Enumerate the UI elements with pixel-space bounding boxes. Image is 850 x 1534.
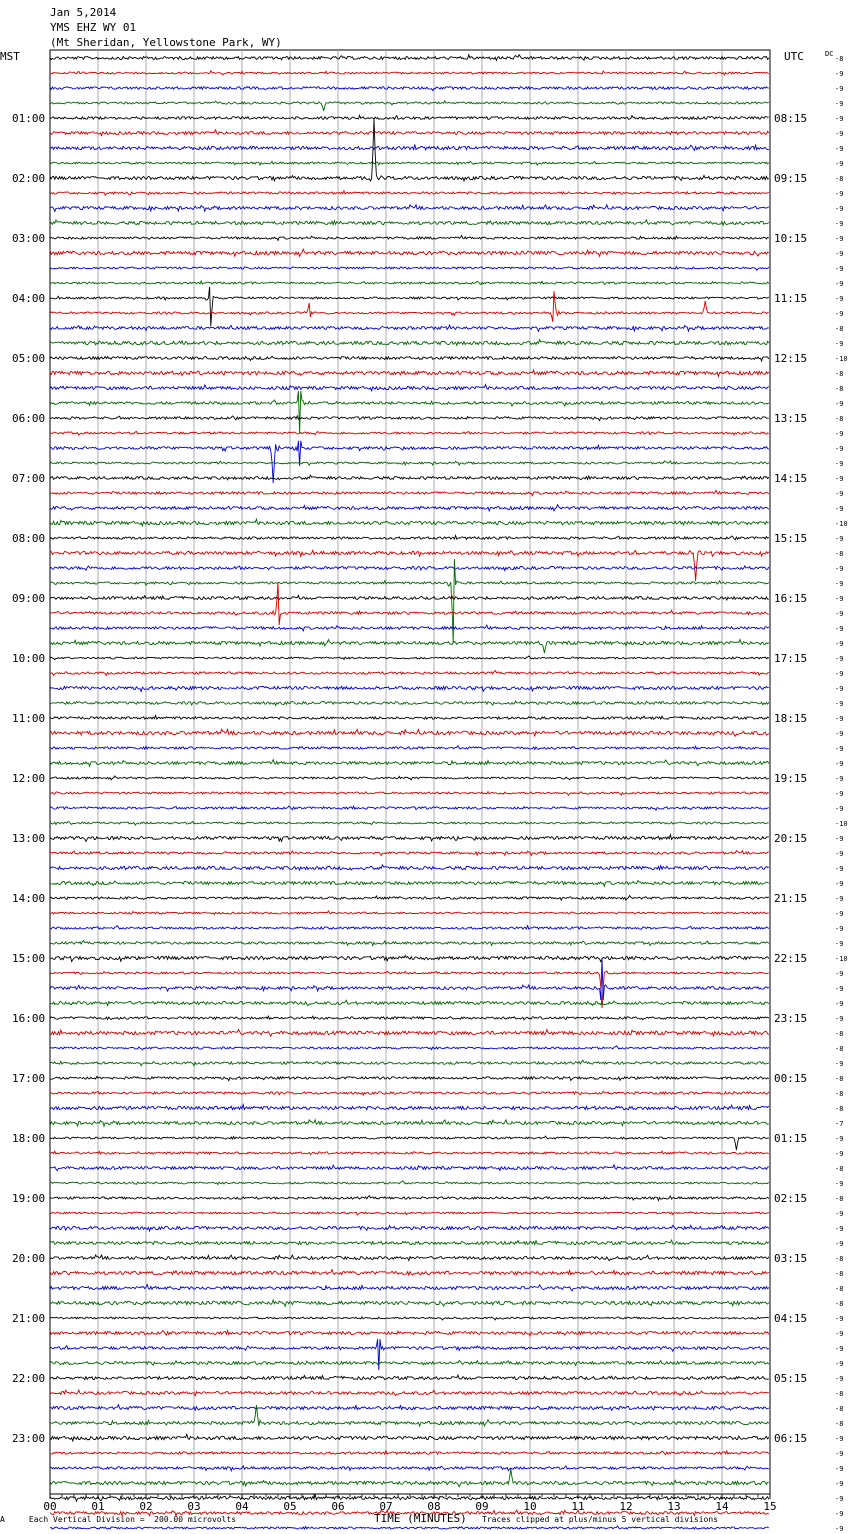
left-hour-label: 19:00 bbox=[12, 1192, 46, 1205]
left-hour-label: 17:00 bbox=[12, 1072, 46, 1085]
trace-line bbox=[50, 1016, 769, 1020]
dc-offset-label: -9 bbox=[835, 1210, 844, 1218]
left-zone-label: MST bbox=[0, 50, 20, 63]
dc-offset-label: -9 bbox=[835, 295, 844, 303]
x-tick-label: 14 bbox=[715, 1500, 729, 1513]
dc-offset-label: -9 bbox=[835, 445, 844, 453]
dc-offset-label: -9 bbox=[835, 850, 844, 858]
right-hour-label: 03:15 bbox=[774, 1252, 808, 1265]
dc-offset-label: -9 bbox=[835, 730, 844, 738]
right-hour-label: 14:15 bbox=[774, 472, 808, 485]
dc-offset-label: -9 bbox=[835, 235, 844, 243]
left-hour-label: 18:00 bbox=[12, 1132, 46, 1145]
dc-offset-label: -9 bbox=[835, 985, 844, 993]
trace-line bbox=[50, 205, 769, 212]
scale-text: Each Vertical Division = 200.00 microvolts bbox=[28, 1515, 237, 1524]
trace-line bbox=[50, 1451, 769, 1455]
left-hour-label: 15:00 bbox=[12, 952, 46, 965]
left-hour-label: 05:00 bbox=[12, 352, 46, 365]
dc-offset-label: -8 bbox=[835, 1105, 844, 1113]
trace-line bbox=[50, 461, 769, 465]
grid bbox=[50, 50, 770, 1494]
dc-offset-label: -9 bbox=[835, 1375, 844, 1383]
right-hour-label: 06:15 bbox=[774, 1432, 808, 1445]
trace-line bbox=[50, 550, 769, 581]
dc-offset-label: -10 bbox=[835, 955, 848, 963]
trace-line bbox=[50, 881, 769, 887]
trace-line bbox=[50, 1181, 769, 1185]
trace-line bbox=[50, 1091, 769, 1095]
trace-line bbox=[50, 1361, 769, 1366]
trace-line bbox=[50, 1165, 769, 1171]
trace-line bbox=[50, 1331, 769, 1337]
trace-line bbox=[50, 835, 769, 842]
dc-offset-label: -9 bbox=[835, 775, 844, 783]
left-hour-label: 08:00 bbox=[12, 532, 46, 545]
dc-offset-label: -9 bbox=[835, 190, 844, 198]
right-hour-label: 21:15 bbox=[774, 892, 808, 905]
dc-offset-label: -9 bbox=[835, 1495, 844, 1503]
dc-offset-label: -9 bbox=[835, 265, 844, 273]
left-hour-label: 04:00 bbox=[12, 292, 46, 305]
trace-line bbox=[50, 1300, 769, 1306]
left-hour-label: 21:00 bbox=[12, 1312, 46, 1325]
trace-line bbox=[50, 191, 769, 196]
dc-offset-label: -9 bbox=[835, 670, 844, 678]
dc-offset-label: -9 bbox=[835, 1180, 844, 1188]
left-hour-label: 20:00 bbox=[12, 1252, 46, 1265]
right-hour-label: 12:15 bbox=[774, 352, 808, 365]
dc-offset-label: -9 bbox=[835, 1510, 844, 1518]
trace-line bbox=[50, 701, 769, 706]
trace-line bbox=[50, 1076, 769, 1080]
dc-offset-label: -8 bbox=[835, 550, 844, 558]
trace-line bbox=[50, 686, 769, 691]
dc-offset-label: -9 bbox=[835, 70, 844, 78]
trace-line bbox=[50, 370, 769, 376]
trace-line bbox=[50, 1339, 769, 1370]
trace-line bbox=[50, 249, 769, 256]
dc-offset-label: -10 bbox=[835, 355, 848, 363]
dc-offset-label: -8 bbox=[835, 55, 844, 63]
trace-line bbox=[50, 958, 769, 1000]
dc-offset-label: -9 bbox=[835, 640, 844, 648]
x-axis-label: TIME (MINUTES) bbox=[374, 1512, 467, 1525]
right-hour-label: 13:15 bbox=[774, 412, 808, 425]
trace-line bbox=[50, 1390, 769, 1396]
date-label: Jan 5,2014 bbox=[50, 6, 117, 19]
trace-line bbox=[50, 340, 769, 346]
trace-line bbox=[50, 806, 769, 810]
x-tick-label: 02 bbox=[139, 1500, 153, 1513]
trace-line bbox=[50, 490, 769, 495]
dc-offset-label: -8 bbox=[835, 1195, 844, 1203]
scale-note bbox=[0, 1515, 236, 1524]
x-tick-label: 12 bbox=[619, 1500, 633, 1513]
trace-line bbox=[50, 716, 769, 720]
dc-offset-label: -9 bbox=[835, 790, 844, 798]
trace-line bbox=[50, 505, 769, 511]
trace-line bbox=[50, 1196, 769, 1201]
right-zone-label: UTC bbox=[784, 50, 804, 63]
dc-offset-label: -9 bbox=[835, 1465, 844, 1473]
trace-line bbox=[50, 1060, 769, 1066]
dc-offset-label: -8 bbox=[835, 370, 844, 378]
trace-line bbox=[50, 625, 769, 631]
dc-offset-label: -9 bbox=[835, 1060, 844, 1068]
dc-offset-label: -8 bbox=[835, 1045, 844, 1053]
trace-line bbox=[50, 536, 769, 540]
trace-line bbox=[50, 566, 769, 571]
trace-line bbox=[50, 926, 769, 930]
trace-line bbox=[50, 87, 769, 91]
dc-offset-label: -9 bbox=[835, 475, 844, 483]
trace-line bbox=[50, 1120, 769, 1127]
x-tick-label: 06 bbox=[331, 1500, 345, 1513]
right-hour-label: 17:15 bbox=[774, 652, 808, 665]
trace-line bbox=[50, 55, 769, 61]
right-hour-label: 00:15 bbox=[774, 1072, 808, 1085]
dc-offset-label: -9 bbox=[835, 1135, 844, 1143]
dc-offset-label: -9 bbox=[835, 310, 844, 318]
trace-line bbox=[50, 325, 769, 331]
trace-line bbox=[50, 1046, 769, 1050]
dc-offset-label: -9 bbox=[835, 250, 844, 258]
dc-offset-label: -9 bbox=[835, 280, 844, 288]
dc-offset-label: -9 bbox=[835, 1345, 844, 1353]
right-hour-label: 15:15 bbox=[774, 532, 808, 545]
x-tick-label: 03 bbox=[187, 1500, 201, 1513]
dc-offset-label: -8 bbox=[835, 1405, 844, 1413]
x-tick-label: 13 bbox=[667, 1500, 681, 1513]
right-hour-label: 08:15 bbox=[774, 112, 808, 125]
dc-offset-label: -9 bbox=[835, 700, 844, 708]
dc-offset-label: -9 bbox=[835, 1330, 844, 1338]
dc-offset-label: -9 bbox=[835, 1525, 844, 1533]
left-hour-label: 03:00 bbox=[12, 232, 46, 245]
station-label: YMS EHZ WY 01 bbox=[50, 21, 137, 34]
dc-offset-label: -9 bbox=[835, 865, 844, 873]
dc-offset-label: -9 bbox=[835, 970, 844, 978]
dc-offset-label: -9 bbox=[835, 1240, 844, 1248]
dc-offset-label: -9 bbox=[835, 1315, 844, 1323]
trace-line bbox=[50, 1030, 769, 1037]
trace-line bbox=[50, 441, 769, 483]
dc-offset-label: -9 bbox=[835, 400, 844, 408]
left-hour-label: 11:00 bbox=[12, 712, 46, 725]
dc-offset-label: -9 bbox=[835, 1000, 844, 1008]
dc-offset-label: -9 bbox=[835, 145, 844, 153]
trace-line bbox=[50, 595, 769, 600]
dc-offset-label: -9 bbox=[835, 715, 844, 723]
trace-line bbox=[50, 746, 769, 750]
trace-line bbox=[50, 821, 769, 825]
left-hour-label: 09:00 bbox=[12, 592, 46, 605]
dc-offset-label: -8 bbox=[835, 385, 844, 393]
trace-line bbox=[50, 896, 769, 901]
trace-line bbox=[50, 1000, 769, 1006]
dc-offset-label: -9 bbox=[835, 565, 844, 573]
x-tick-label: 09 bbox=[475, 1500, 489, 1513]
trace-line bbox=[50, 385, 769, 391]
right-hour-label: 20:15 bbox=[774, 832, 808, 845]
trace-line bbox=[50, 1151, 769, 1154]
x-tick-label: 07 bbox=[379, 1500, 393, 1513]
dc-offset-label: -8 bbox=[835, 1075, 844, 1083]
clip-note: Traces clipped at plus/minus 5 vertical divisions bbox=[482, 1515, 719, 1524]
x-tick-label: 08 bbox=[427, 1500, 441, 1513]
dc-offset-label: -8 bbox=[835, 1090, 844, 1098]
traces bbox=[50, 55, 769, 1534]
dc-offset-label: -9 bbox=[835, 805, 844, 813]
trace-line bbox=[50, 1285, 769, 1291]
left-hour-label: 10:00 bbox=[12, 652, 46, 665]
left-hour-label: 13:00 bbox=[12, 832, 46, 845]
dc-offset-label: -8 bbox=[835, 1165, 844, 1173]
trace-line bbox=[50, 1105, 769, 1110]
right-hour-label: 05:15 bbox=[774, 1372, 808, 1385]
trace-line bbox=[50, 940, 769, 945]
dc-offset-label: -8 bbox=[835, 1285, 844, 1293]
trace-line bbox=[50, 559, 769, 643]
dc-offset-label: -9 bbox=[835, 340, 844, 348]
trace-line bbox=[50, 760, 769, 767]
trace-line bbox=[50, 1225, 769, 1231]
dc-offset-label: -9 bbox=[835, 685, 844, 693]
left-hour-label: 01:00 bbox=[12, 112, 46, 125]
trace-line bbox=[50, 1136, 769, 1150]
trace-line bbox=[50, 1526, 769, 1529]
trace-line bbox=[50, 1466, 769, 1471]
dc-offset-label: -8 bbox=[835, 1030, 844, 1038]
scale-mark: A bbox=[0, 1515, 5, 1524]
trace-line bbox=[50, 671, 769, 676]
trace-line bbox=[50, 1405, 769, 1411]
dc-offset-label: -9 bbox=[835, 1450, 844, 1458]
plot-frame bbox=[50, 50, 770, 1494]
dc-offset-label: -9 bbox=[835, 1150, 844, 1158]
dc-offset-label: -7 bbox=[835, 1120, 844, 1128]
dc-offset-label: -9 bbox=[835, 460, 844, 468]
dc-offset-label: -8 bbox=[835, 325, 844, 333]
trace-line bbox=[50, 1212, 769, 1215]
trace-line bbox=[50, 356, 769, 361]
dc-offset-label: -9 bbox=[835, 595, 844, 603]
trace-line bbox=[50, 220, 769, 225]
dc-offset-label: -9 bbox=[835, 655, 844, 663]
dc-offset-label: -9 bbox=[835, 610, 844, 618]
dc-offset-label: -9 bbox=[835, 130, 844, 138]
left-hour-label: 07:00 bbox=[12, 472, 46, 485]
dc-offset-label: -9 bbox=[835, 1360, 844, 1368]
trace-line bbox=[50, 145, 769, 151]
dc-offset-label: -9 bbox=[835, 1480, 844, 1488]
left-hour-label: 16:00 bbox=[12, 1012, 46, 1025]
right-hour-label: 01:15 bbox=[774, 1132, 808, 1145]
trace-line bbox=[50, 851, 769, 856]
trace-line bbox=[50, 1255, 769, 1261]
right-hour-label: 10:15 bbox=[774, 232, 808, 245]
dc-offset-label: -9 bbox=[835, 910, 844, 918]
trace-line bbox=[50, 911, 769, 915]
trace-line bbox=[50, 1317, 769, 1320]
trace-line bbox=[50, 865, 769, 870]
x-tick-label: 10 bbox=[523, 1500, 537, 1513]
dc-offset-label: -9 bbox=[835, 430, 844, 438]
trace-line bbox=[50, 1405, 769, 1426]
dc-offset-labels bbox=[835, 55, 848, 1534]
dc-offset-label: -9 bbox=[835, 895, 844, 903]
trace-line bbox=[50, 1240, 769, 1245]
trace-line bbox=[50, 1270, 769, 1276]
right-hour-label: 22:15 bbox=[774, 952, 808, 965]
dc-offset-label: -9 bbox=[835, 490, 844, 498]
right-hour-label: 16:15 bbox=[774, 592, 808, 605]
dc-offset-label: -9 bbox=[835, 505, 844, 513]
trace-line bbox=[50, 115, 769, 119]
dc-offset-label: -9 bbox=[835, 745, 844, 753]
right-hour-label: 18:15 bbox=[774, 712, 808, 725]
trace-line bbox=[50, 583, 769, 625]
dc-offset-label: -9 bbox=[835, 835, 844, 843]
trace-line bbox=[50, 1469, 769, 1487]
dc-offset-label: -9 bbox=[835, 580, 844, 588]
dc-offset-label: -9 bbox=[835, 85, 844, 93]
dc-offset-label: -9 bbox=[835, 160, 844, 168]
trace-line bbox=[50, 291, 769, 322]
x-tick-label: 15 bbox=[763, 1500, 777, 1513]
right-hour-label: 02:15 bbox=[774, 1192, 808, 1205]
trace-line bbox=[50, 640, 769, 654]
trace-line bbox=[50, 391, 769, 433]
dc-offset-label: -10 bbox=[835, 520, 848, 528]
right-hour-label: 11:15 bbox=[774, 292, 808, 305]
dc-offset-label: -9 bbox=[835, 220, 844, 228]
location-label: (Mt Sheridan, Yellowstone Park, WY) bbox=[50, 36, 282, 49]
x-tick-label: 04 bbox=[235, 1500, 249, 1513]
x-tick-label: 05 bbox=[283, 1500, 297, 1513]
dc-offset-label: -10 bbox=[835, 820, 848, 828]
trace-line bbox=[50, 101, 769, 111]
dc-offset-label: -8 bbox=[835, 1420, 844, 1428]
dc-offset-label: -9 bbox=[835, 760, 844, 768]
dc-offset-label: -9 bbox=[835, 625, 844, 633]
right-hour-label: 19:15 bbox=[774, 772, 808, 785]
x-tick-label: 11 bbox=[571, 1500, 585, 1513]
left-hour-label: 23:00 bbox=[12, 1432, 46, 1445]
left-hour-label: 02:00 bbox=[12, 172, 46, 185]
trace-line bbox=[50, 71, 769, 75]
trace-line bbox=[50, 267, 769, 271]
trace-line bbox=[50, 281, 769, 285]
x-tick-label: 01 bbox=[91, 1500, 105, 1513]
dc-offset-label: -9 bbox=[835, 100, 844, 108]
dc-offset-label: -8 bbox=[835, 175, 844, 183]
trace-line bbox=[50, 130, 769, 136]
dc-offset-label: -9 bbox=[835, 1225, 844, 1233]
dc-offset-label: -9 bbox=[835, 1015, 844, 1023]
trace-line bbox=[50, 1434, 769, 1441]
trace-line bbox=[50, 287, 769, 326]
dc-label: DC bbox=[825, 50, 834, 58]
trace-line bbox=[50, 161, 769, 165]
dc-offset-label: -9 bbox=[835, 205, 844, 213]
left-hour-label: 06:00 bbox=[12, 412, 46, 425]
dc-offset-label: -8 bbox=[835, 1390, 844, 1398]
right-hour-label: 09:15 bbox=[774, 172, 808, 185]
trace-line bbox=[50, 792, 769, 796]
trace-line bbox=[50, 519, 769, 526]
dc-offset-label: -9 bbox=[835, 115, 844, 123]
right-hour-label: 04:15 bbox=[774, 1312, 808, 1325]
trace-line bbox=[50, 656, 769, 660]
trace-line bbox=[50, 475, 769, 480]
dc-offset-label: -9 bbox=[835, 940, 844, 948]
left-hour-label: 12:00 bbox=[12, 772, 46, 785]
dc-offset-label: -8 bbox=[835, 1270, 844, 1278]
trace-line bbox=[50, 956, 769, 962]
right-hour-label: 23:15 bbox=[774, 1012, 808, 1025]
trace-line bbox=[50, 236, 769, 241]
dc-offset-label: -9 bbox=[835, 880, 844, 888]
dc-offset-label: -8 bbox=[835, 415, 844, 423]
dc-offset-label: -9 bbox=[835, 925, 844, 933]
trace-line bbox=[50, 776, 769, 780]
trace-line bbox=[50, 431, 769, 435]
dc-offset-label: -8 bbox=[835, 1300, 844, 1308]
trace-line bbox=[50, 416, 769, 421]
trace-line bbox=[50, 1375, 769, 1379]
dc-offset-label: -8 bbox=[835, 1255, 844, 1263]
trace-line bbox=[50, 729, 769, 736]
dc-offset-label: -9 bbox=[835, 1435, 844, 1443]
left-hour-label: 22:00 bbox=[12, 1372, 46, 1385]
dc-offset-label: -9 bbox=[835, 535, 844, 543]
left-hour-label: 14:00 bbox=[12, 892, 46, 905]
x-tick-label: 00 bbox=[43, 1500, 57, 1513]
